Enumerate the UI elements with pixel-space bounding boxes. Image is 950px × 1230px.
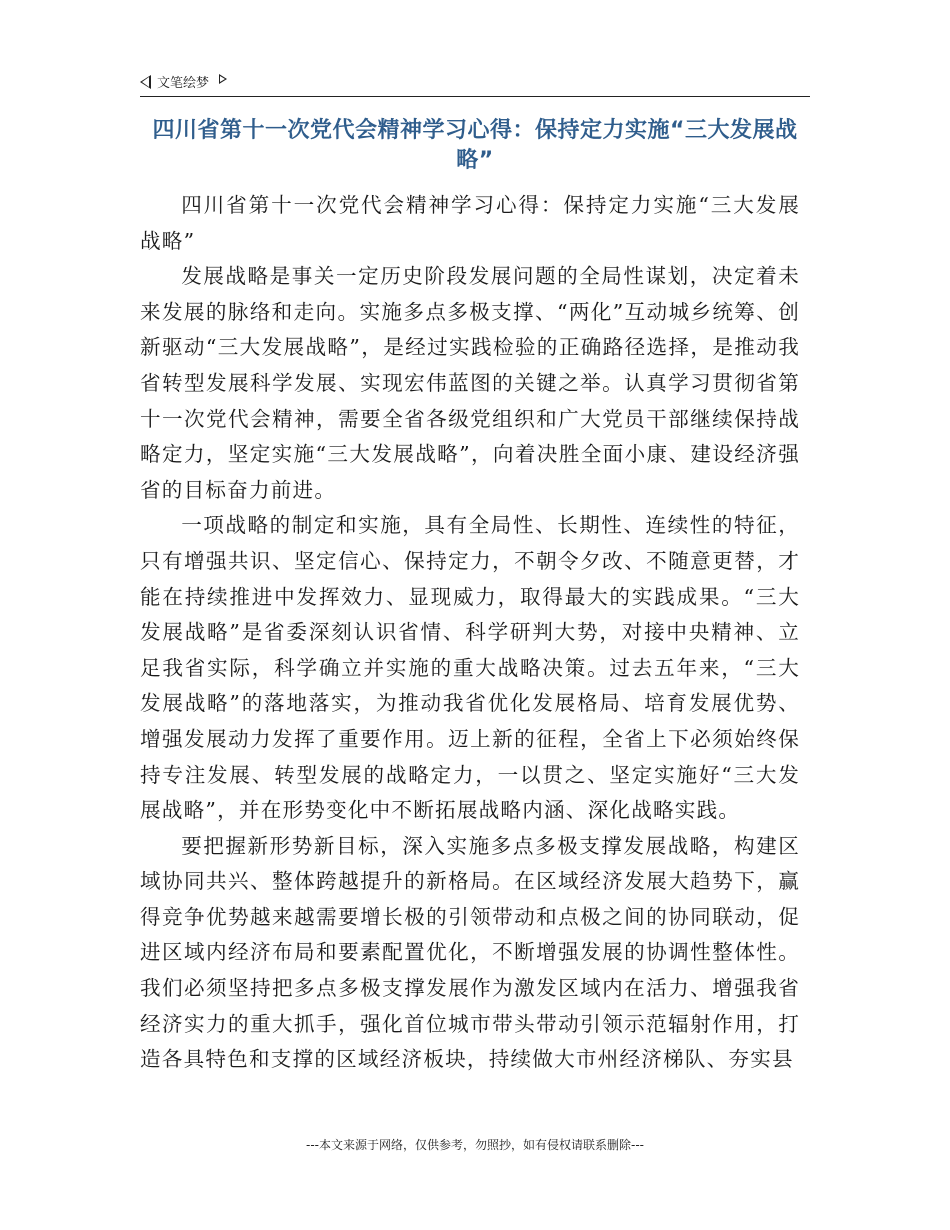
paragraph: 发展战略是事关一定历史阶段发展问题的全局性谋划，决定着未来发展的脉络和走向。实施多点多极支撑、“两化”互动城乡统筹、创新驱动“三大发展战略”，是经过实践检验的正确路径选择，是推动我省转型发展科学发展、实现宏伟蓝图的关键之举。认真学习贯彻省第十一次党代会精神，需要全省各级党组织和广大党员干部继续保持战略定力，坚定实施“三大发展战略”，向着决胜全面小康、建设经济强省的目标奋力前进。	[140, 264, 800, 502]
brand	[140, 72, 227, 91]
page-header	[140, 70, 810, 97]
document-body	[140, 188, 800, 1078]
document-title: 四川省第十一次党代会精神学习心得：保持定力实施“三大发展战略”	[152, 118, 798, 173]
paragraph: 要把握新形势新目标，深入实施多点多极支撑发展战略，构建区域协同共兴、整体跨越提升的新格局。在区域经济发展大趋势下，赢得竞争优势越来越需要增长极的引领带动和点极之间的协同联动，促进区域内经济布局和要素配置优化，不断增强发展的协调性整体性。我们必须坚持把多点多极支撑发展作为激发区域内在活力、增强我省经济实力的重大抓手，强化首位城市带头带动引领示范辐射作用，打造各具特色和支撑的区域经济板块，持续做大市州经济梯队、夯实县	[140, 833, 800, 1072]
triangle-right-icon	[219, 74, 227, 84]
paragraph: 四川省第十一次党代会精神学习心得：保持定力实施“三大发展战略”	[140, 193, 800, 253]
triangle-left-icon	[140, 75, 151, 89]
footer-notice: ---本文来源于网络，仅供参考，勿照抄，如有侵权请联系删除---	[306, 1138, 644, 1152]
brand-name: 文笔绘梦	[157, 76, 210, 91]
paragraph: 一项战略的制定和实施，具有全局性、长期性、连续性的特征，只有增强共识、坚定信心、保持定力，不朝令夕改、不随意更替，才能在持续推进中发挥效力、显现威力，取得最大的实践成果。“三大发展战略”是省委深刻认识省情、科学研判大势，对接中央精神、立足我省实际，科学确立并实施的重大战略决策。过去五年来，“三大发展战略”的落地落实，为推动我省优化发展格局、培育发展优势、增强发展动力发挥了重要作用。迈上新的征程，全省上下必须始终保持专注发展、转型发展的战略定力，一以贯之、坚定实施好“三大发展战略”，并在形势变化中不断拓展战略内涵、深化战略实践。	[140, 513, 800, 823]
